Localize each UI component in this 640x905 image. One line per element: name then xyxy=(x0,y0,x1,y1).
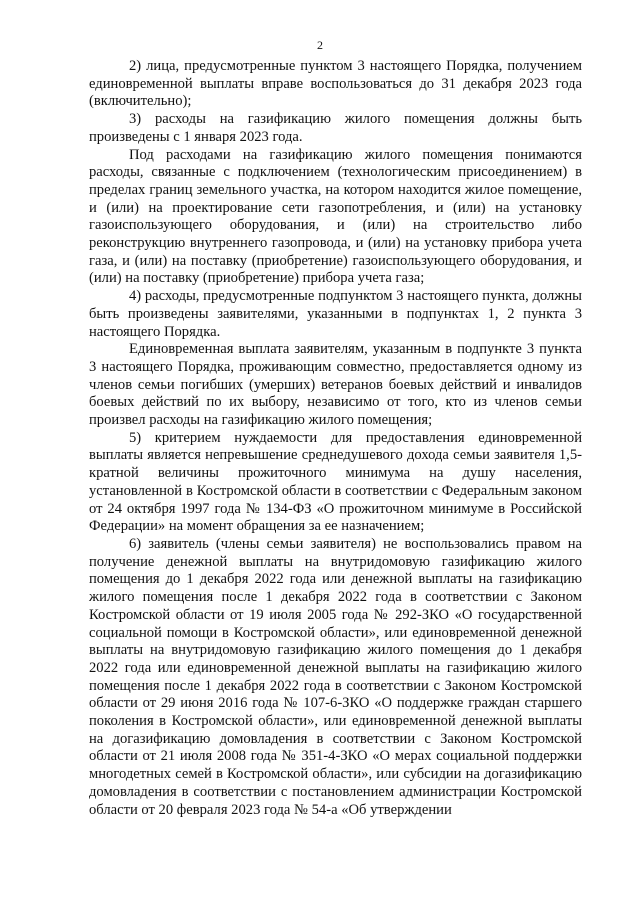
paragraph-item-3: 3) расходы на газификацию жилого помещения должны быть произведены с 1 января 2023 года. xyxy=(89,111,582,145)
document-body xyxy=(89,58,582,819)
paragraph-item-4: 4) расходы, предусмотренные подпунктом 3 настоящего пункта, должны быть произведены заявителями, указанными в подпунктах 1, 2 пункта 3 настоящего Порядка. xyxy=(89,288,582,340)
paragraph-item-5: 5) критерием нуждаемости для предоставления единовременной выплаты является непревышение среднедушевого дохода семьи заявителя 1,5-кратной величины прожиточного минимума на душу населения, установленной в Костромской области в соответствии с Федеральным законом от 24 октября 1997 года № 134-ФЗ «О прожиточном минимуме в Российской Федерации» на момент обращения за ее назначением; xyxy=(89,429,582,535)
page-number: 2 xyxy=(317,38,323,52)
paragraph-gasification-expenses: Под расходами на газификацию жилого помещения понимаются расходы, связанные с подключением (технологическим присоединением) в пределах границ земельного участка, на котором находится жилое помещение, и (или) на проектирование сети газопотребления, и (или) на установку газоиспользующего оборудования, и (или) на строительство либо реконструкцию внутреннего газопровода, и (или) на установку прибора учета газа, и (или) на поставку (приобретение) газоиспользующего оборудования, и (или) на поставку (приобретение) прибора учета газа; xyxy=(89,146,582,287)
paragraph-single-payment: Единовременная выплата заявителям, указанным в подпункте 3 пункта 3 настоящего Порядка, проживающим совместно, предоставляется одному из членов семьи погибших (умерших) ветеранов боевых действий и инвалидов боевых действий по их выбору, независимо от того, кто из членов семьи произвел расходы на газификацию жилого помещения; xyxy=(89,341,582,429)
paragraph-item-6: 6) заявитель (члены семьи заявителя) не воспользовались правом на получение денежной выплаты на внутридомовую газификацию жилого помещения до 1 декабря 2022 года или денежной выплаты на газификацию жилого помещения после 1 декабря 2022 года в соответствии с Законом Костромской области от 19 июля 2005 года № 292-ЗКО «О государственной социальной помощи в Костромской области», или единовременной денежной выплаты на внутридомовую газификацию жилого помещения до 1 декабря 2022 года или единовременной денежной выплаты на газификацию жилого помещения после 1 декабря 2022 года в соответствии с Законом Костромской области от 29 июня 2016 года № 107-6-ЗКО «О поддержке граждан старшего поколения в Костромской области», или единовременной денежной выплаты на догазификацию домовладения в соответствии с Законом Костромской области от 21 июля 2008 года № 351-4-ЗКО «О мерах социальной поддержки многодетных семей в Костромской области», или субсидии на догазификацию домовладения в соответствии с постановлением администрации Костромской области от 20 февраля 2023 года № 54-а «Об утверждении xyxy=(89,535,582,818)
paragraph-item-2: 2) лица, предусмотренные пунктом 3 настоящего Порядка, получением единовременной выплаты вправе воспользоваться до 31 декабря 2023 года (включительно); xyxy=(89,58,582,110)
